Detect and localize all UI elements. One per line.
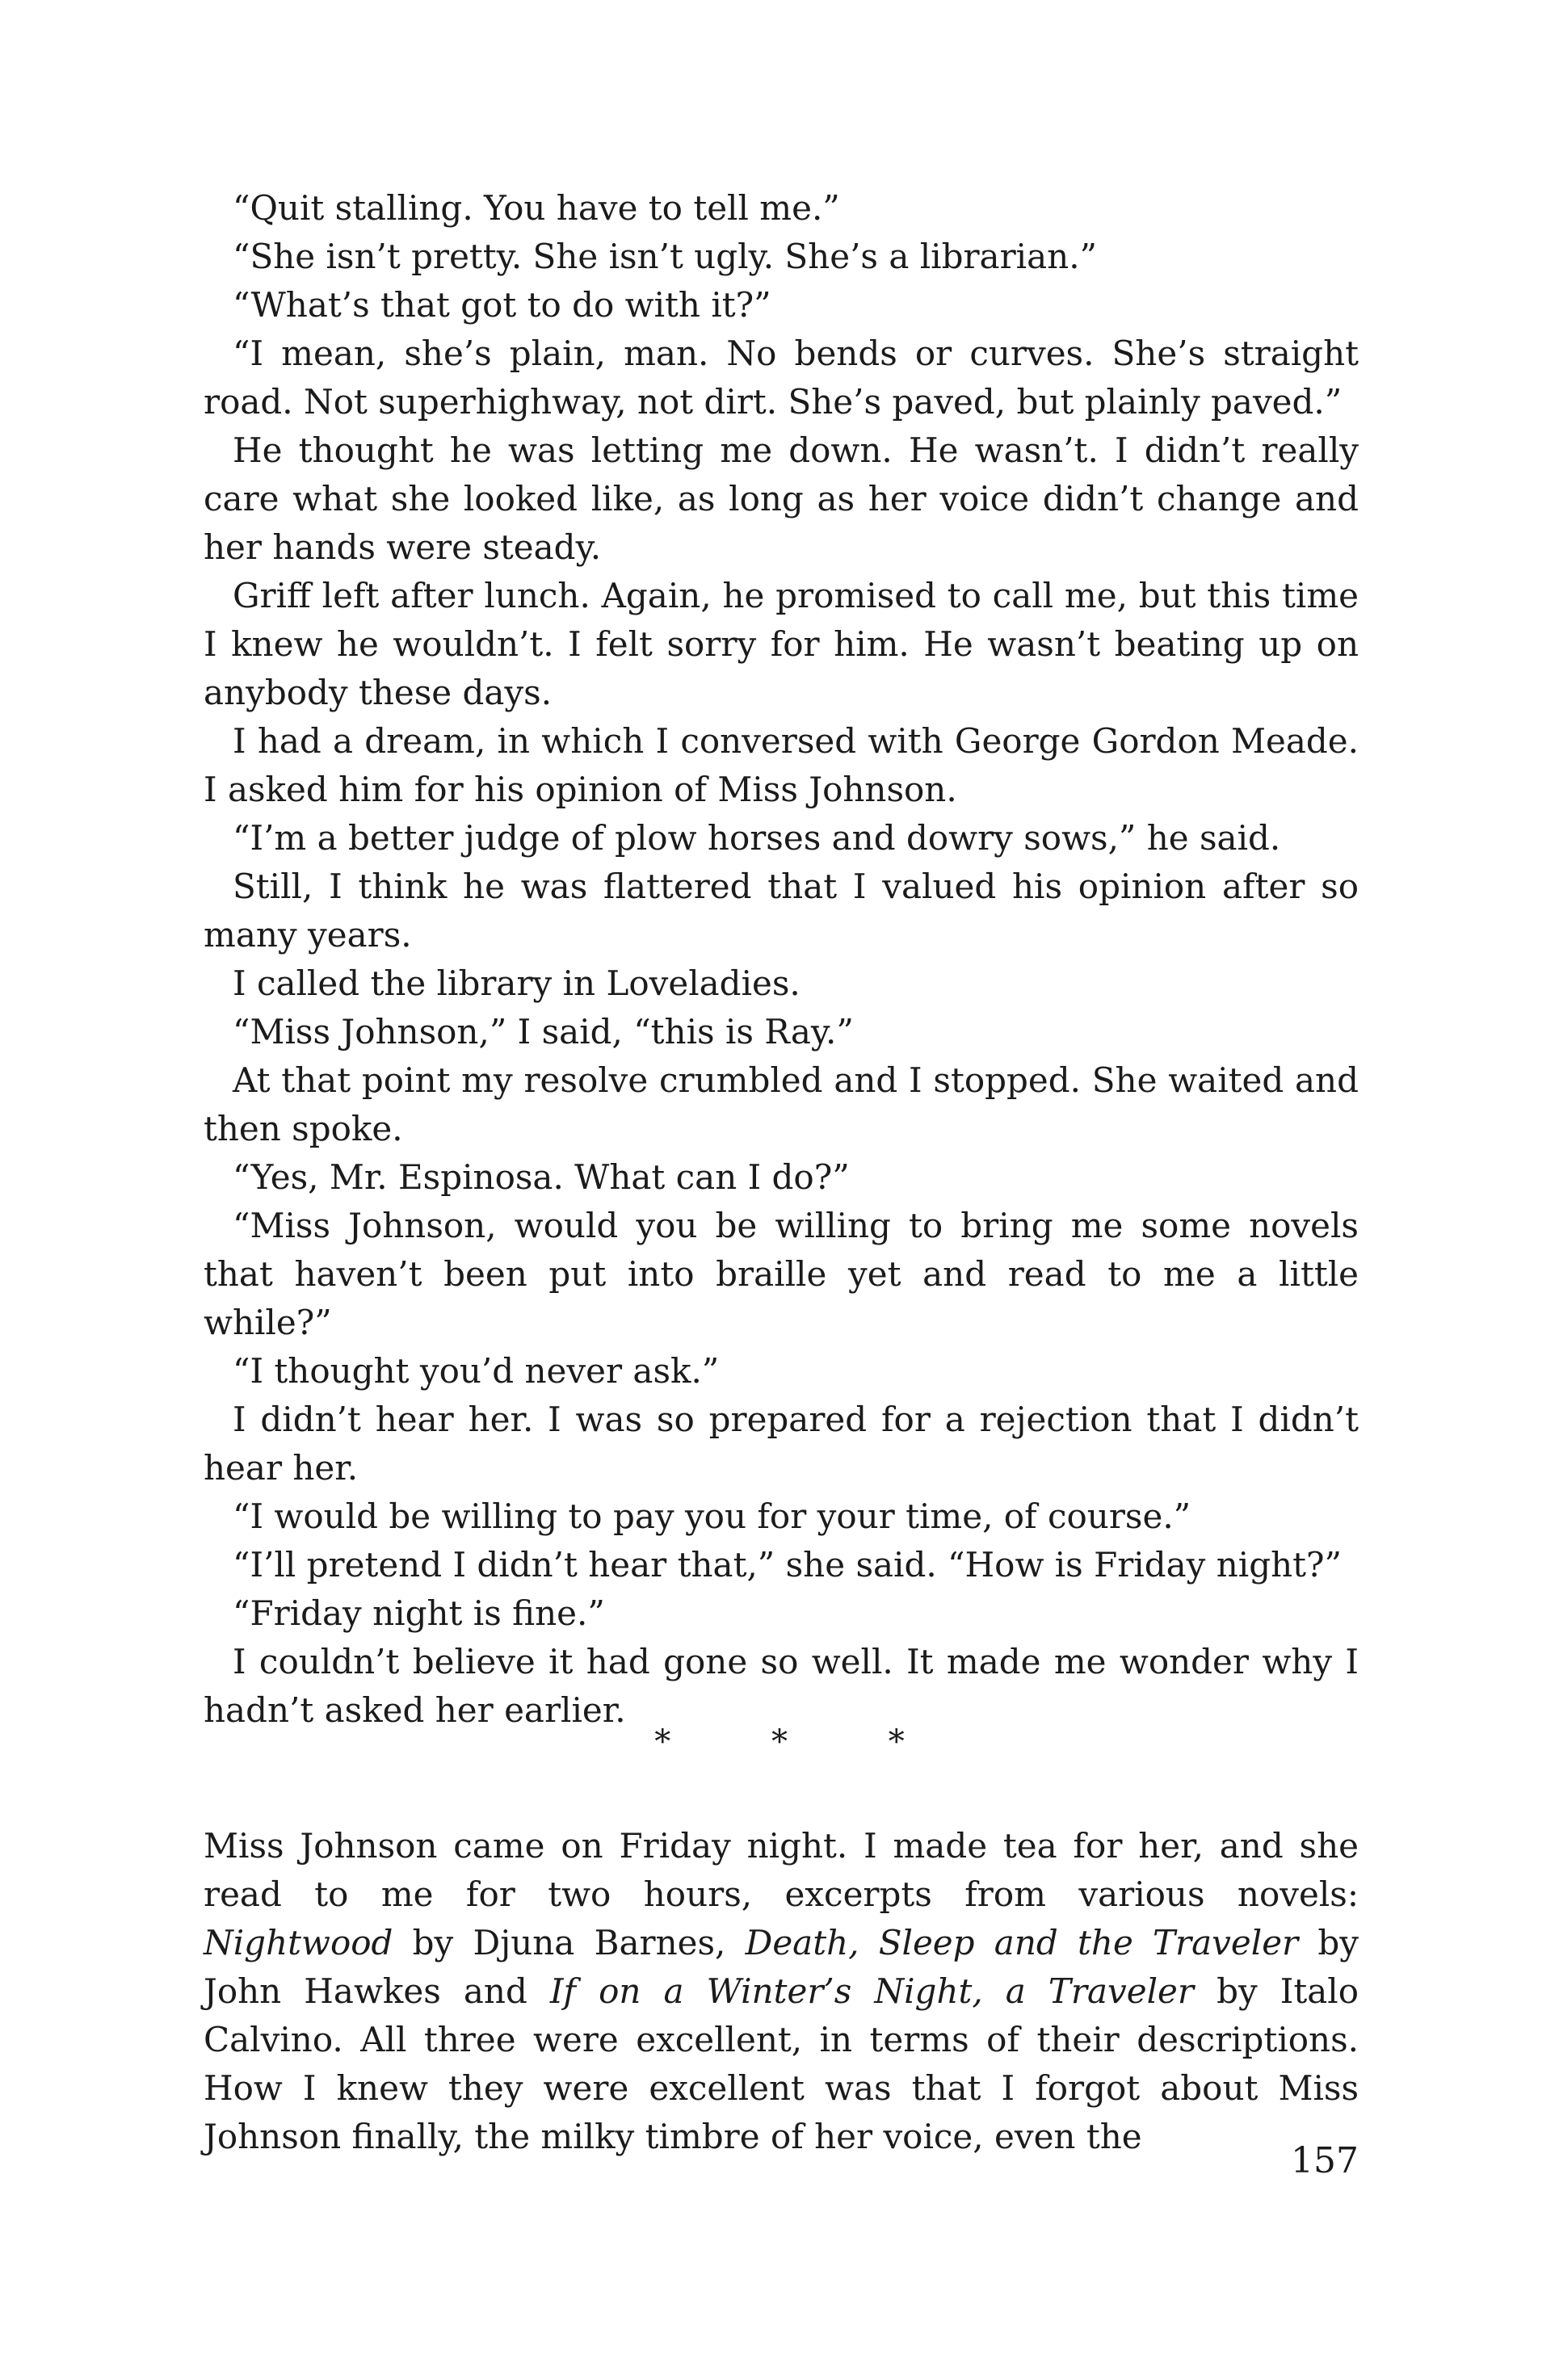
paragraph: He thought he was letting me down. He wasn’t. I didn’t really care what she looked like, as long as her voice didn’t change and her hands were steady. — [204, 430, 1359, 567]
paragraph-new-section — [204, 1822, 1359, 2161]
paragraph: Still, I think he was flattered that I valued his opinion after so many years. — [204, 867, 1359, 955]
paragraph: “I’ll pretend I didn’t hear that,” she said. “How is Friday night?” — [233, 1545, 1343, 1585]
paragraph: “Miss Johnson, would you be willing to bring me some novels that haven’t been put into braille yet and read to me a little while?” — [204, 1206, 1359, 1342]
paragraph: “I would be willing to pay you for your time, of course.” — [233, 1496, 1191, 1536]
paragraph: “I mean, she’s plain, man. No bends or curves. She’s straight road. Not superhighway, not dirt. She’s paved, but plainly paved.” — [204, 334, 1359, 422]
page-number: 157 — [1291, 2140, 1359, 2181]
paragraph: “Quit stalling. You have to tell me.” — [233, 188, 840, 228]
text-run: by Italo Calvino. All three were excellent, in terms of their descriptions. How I knew they were excellent was that I forgot about Miss Johnson finally, the milky timbre of her voice, even the — [204, 1971, 1359, 2156]
section-break: * * * — [654, 1723, 950, 1761]
paragraph: “I thought you’d never ask.” — [233, 1351, 720, 1391]
paragraph: “She isn’t pretty. She isn’t ugly. She’s a librarian.” — [233, 237, 1098, 276]
paragraph: “I’m a better judge of plow horses and dowry sows,” he said. — [233, 818, 1281, 858]
text-run: Miss Johnson came on Friday night. I made tea for her, and she read to me for two hours, excerpts from various novels: — [204, 1826, 1359, 1914]
body-text-top — [204, 184, 1359, 1735]
paragraph: “What’s that got to do with it?” — [233, 285, 771, 325]
paragraph: At that point my resolve crumbled and I stopped. She waited and then spoke. — [204, 1060, 1359, 1148]
book-title: Death, Sleep and the Traveler — [745, 1923, 1299, 1962]
paragraph: I called the library in Loveladies. — [233, 963, 801, 1003]
paragraph: I had a dream, in which I conversed with George Gordon Meade. I asked him for his opinion of Miss Johnson. — [204, 721, 1359, 809]
book-title: Nightwood — [204, 1923, 393, 1962]
text-run: by Djuna Barnes, — [393, 1923, 746, 1962]
paragraph: “Miss Johnson,” I said, “this is Ray.” — [233, 1012, 854, 1051]
paragraph: Griff left after lunch. Again, he promised to call me, but this time I knew he wouldn’t. I felt sorry for him. He wasn’t beating up on anybody these days. — [204, 576, 1359, 712]
paragraph: I couldn’t believe it had gone so well. It made me wonder why I hadn’t asked her earlier. — [204, 1642, 1359, 1730]
text-run: by John Hawkes and — [204, 1923, 1359, 2011]
paragraph: I didn’t hear her. I was so prepared for a rejection that I didn’t hear her. — [204, 1400, 1359, 1488]
paragraph: “Yes, Mr. Espinosa. What can I do?” — [233, 1157, 850, 1197]
paragraph: “Friday night is fine.” — [233, 1593, 605, 1633]
book-title: If on a Winter’s Night, a Traveler — [549, 1971, 1194, 2011]
body-text-bottom — [204, 1822, 1359, 2161]
